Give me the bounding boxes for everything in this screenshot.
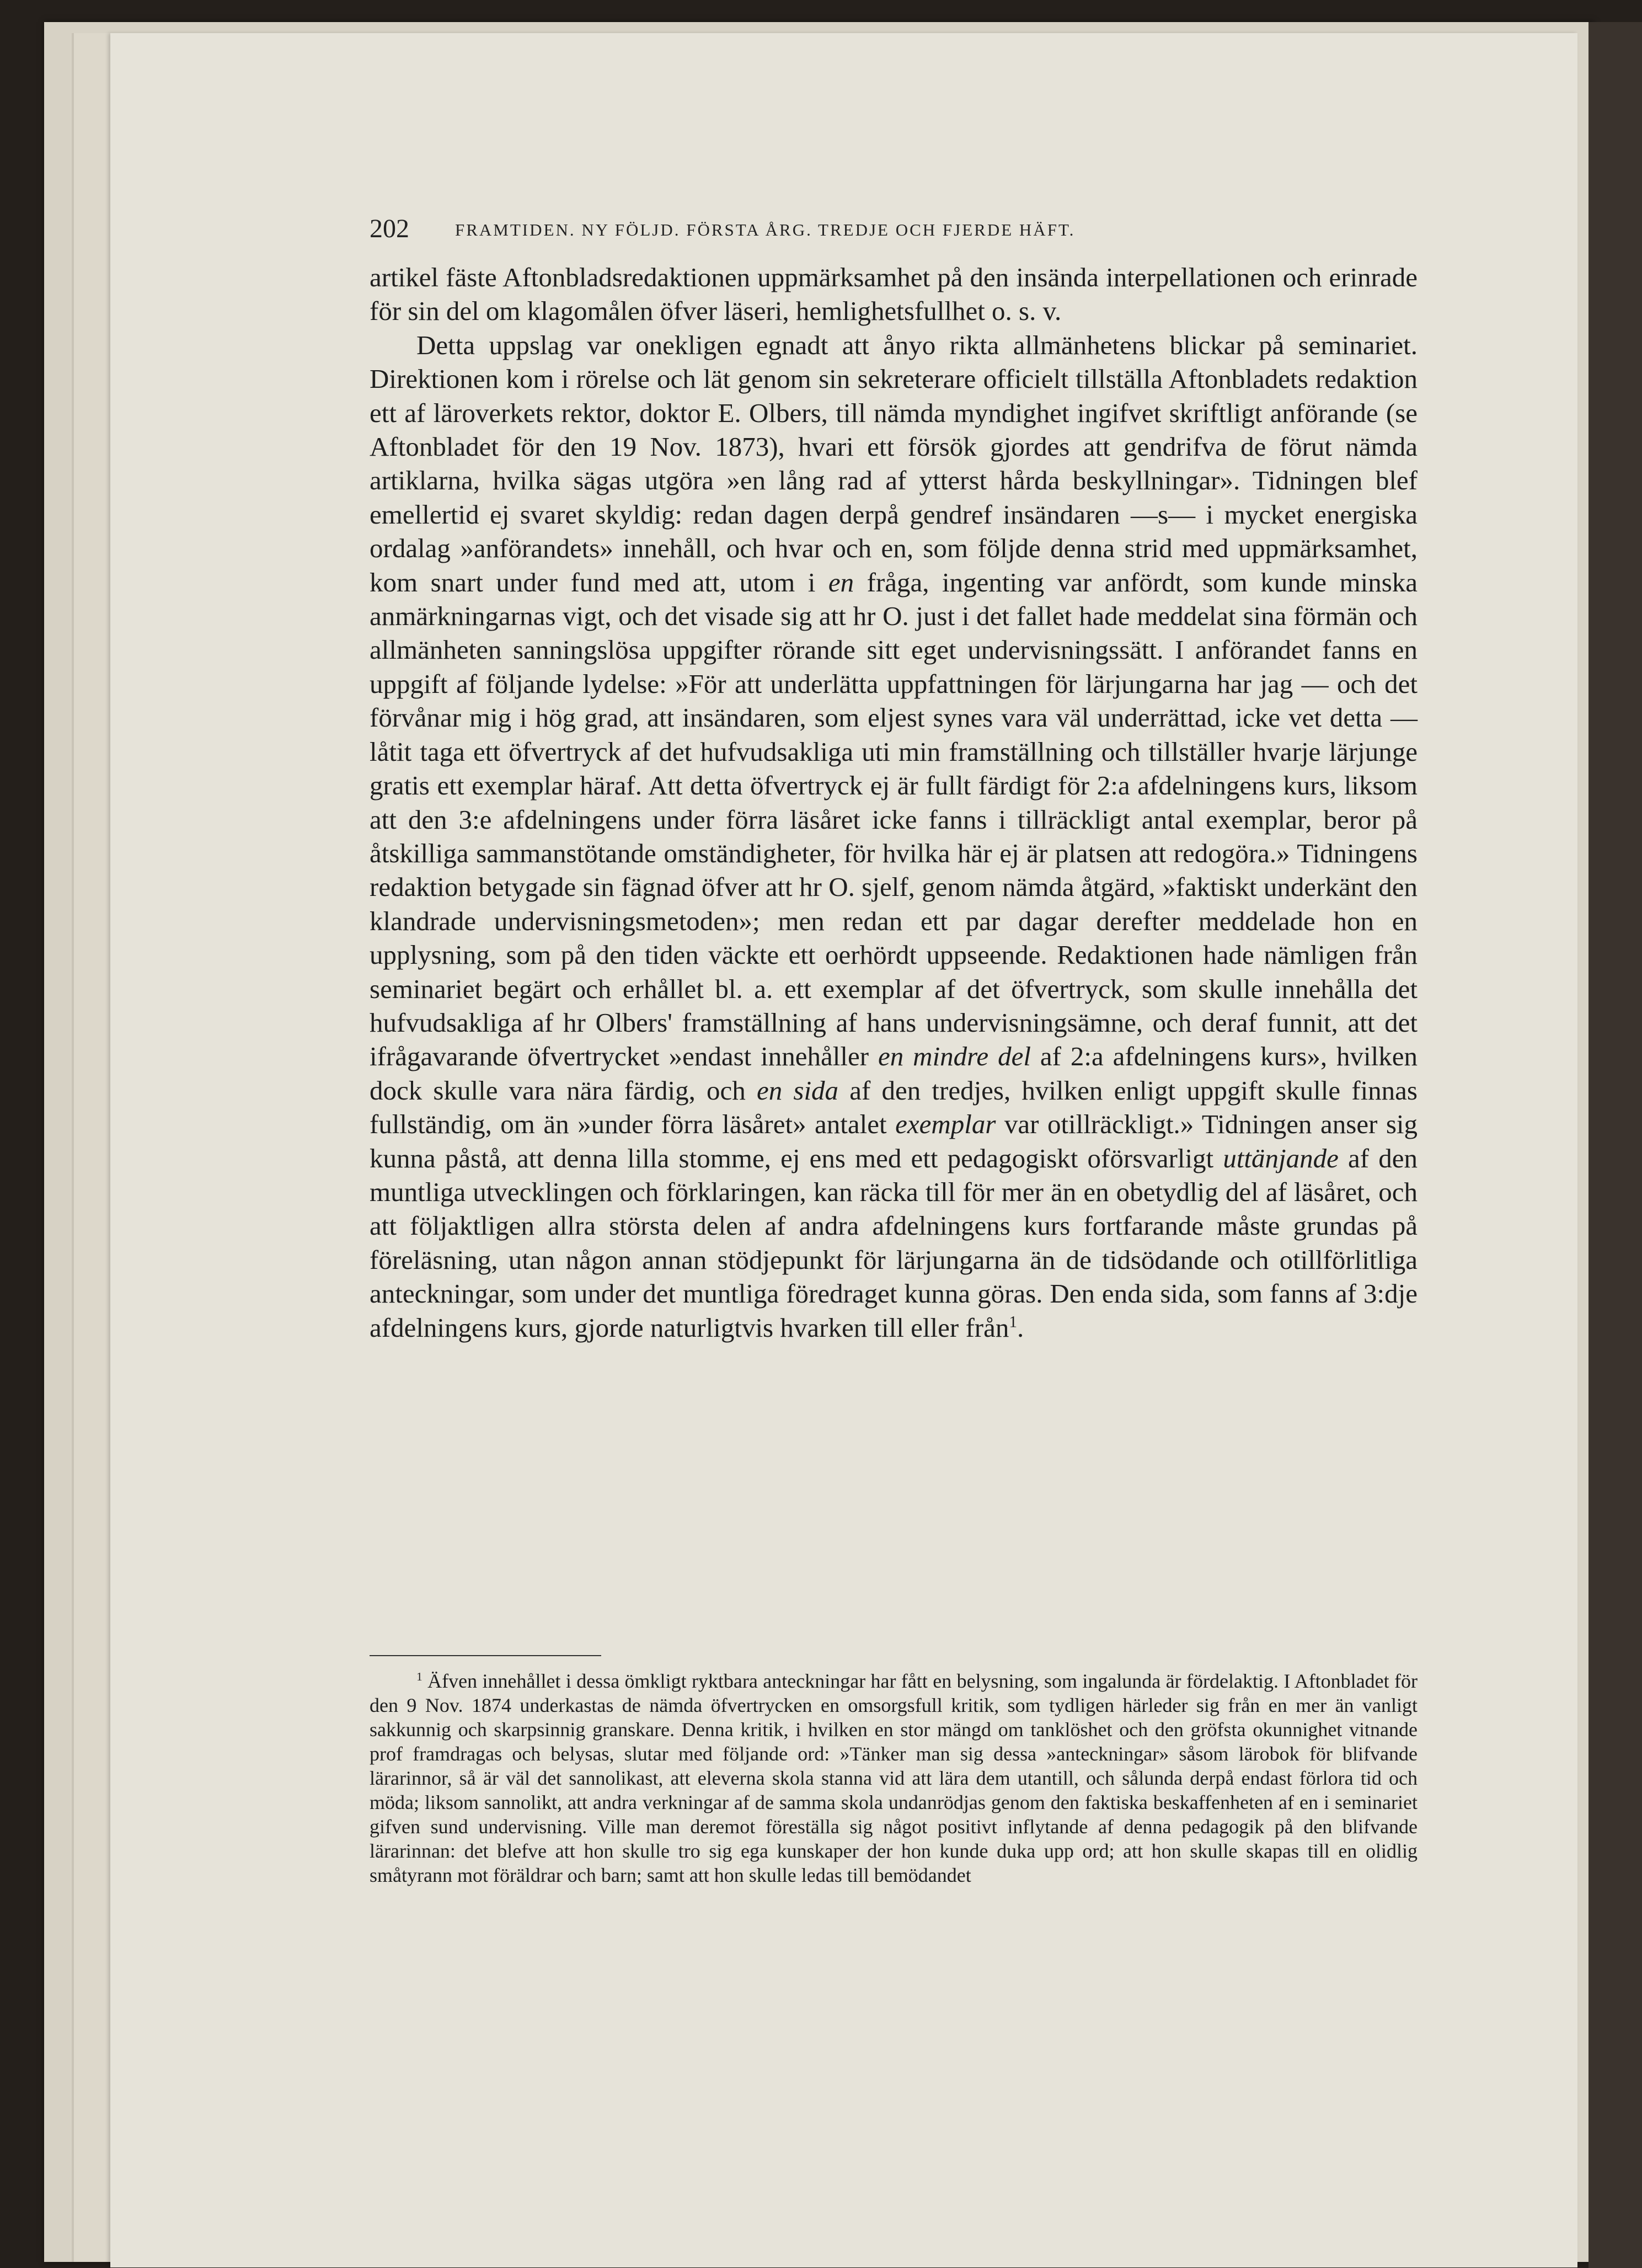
page-number: 202 [370,214,409,243]
running-head: FRAMTIDEN. NY FÖLJD. FÖRSTA ÅRG. TREDJE OCH FJERDE HÄFT. [455,220,1076,239]
body-text [370,260,1418,1344]
footnote-reference[interactable]: 1 [1009,1313,1018,1331]
paragraph-text: artikel fäste Aftonbladsredaktionen uppmärksamhet på den insända interpellationen och erinrade för sin del om klagomålen öfver läseri, hemlighetsfullhet o. s. v. [370,262,1418,327]
emphasis: en [828,567,854,597]
paragraph-text: af den tredjes, hvilken enligt uppgift skulle finnas fullständig, om än »under förra läsåret» antalet [370,1075,1418,1140]
paragraph-text: af den muntliga utvecklingen och förklaringen, kan räcka till för mer än en obetydlig del af läsåret, och att följaktligen allra största delen af andra afdelningens kurs fortfarande måste grundas på föreläsning, utan någon annan stödjepunkt för lärjungarna än de tidsödande och otillförlitliga anteckningar, som under det muntliga föredraget kunna göras. Den enda sida, som fanns af 3:dje afdelningens kurs, gjorde naturligtvis hvarken till eller från [370,1143,1418,1343]
paragraph-text: var otillräckligt.» Tidningen anser sig kunna påstå, att denna lilla stomme, ej ens med ett pedagogiskt oförsvarligt [370,1109,1418,1173]
footnote-text: Äfven innehållet i dessa ömkligt ryktbara anteckningar har fått en belysning, som ingalunda är fördelaktig. I Aftonbladet för den 9 Nov. 1874 underkastas de nämda öfvertrycken en omsorgsfull kritik, som tydligen härleder sig från en mer än vanligt sakkunnig och skarpsinnig granskare. Denna kritik, i hvilken en stor mängd om tanklöshet och den gröfsta okunnighet vitnande prof framdragas och belysas, slutar med följande ord: »Tänker man sig dessa »anteckningar» såsom lärobok för blifvande lärarinnor, så är väl det sannolikast, att eleverna skola stanna vid att lära dem utantill, och sålunda derpå endast förlora tid och möda; liksom sannolikt, att andra verkningar af de samma skola undanrödjas genom den faktiska beskaffenheten af en i seminariet gifven sund undervisning. Ville man deremot föreställa sig något positivt inflytande af denna pedagogik på den blifvande lärarinnan: det blefve att hon skulle tro sig ega kunskaper der hon kunde duka upp ord; att hon skulle skapas till en olidlig småtyrann mot föräldrar och barn; samt att hon skulle ledas till bemödandet [370,1670,1418,1886]
emphasis: en mindre del [878,1041,1031,1072]
footnote-marker: 1 [416,1670,422,1683]
paragraph [370,328,1418,1344]
emphasis: en sida [756,1075,839,1106]
emphasis: uttänjande [1223,1143,1339,1173]
paragraph-text: af 2:a afdelningens kurs», hvilken dock skulle vara nära färdig, och [370,1041,1418,1106]
page-header [370,212,1406,246]
binding-strip [1588,22,1642,2268]
paragraph-text: fråga, ingenting var anfördt, som kunde minska anmärkningarnas vigt, och det visade sig att hr O. just i det fallet hade meddelat sina förmän och allmänheten sanningslösa uppgifter rörande sitt eget undervisningssätt. I anförandet fanns en uppgift af följande lydelse: »För att underlätta uppfattningen för lärjungarna har jag — och det förvånar mig i hög grad, att insändaren, som eljest synes vara väl underrättad, icke vet detta — låtit taga ett öfvertryck af det hufvudsakliga uti min framställning och tillställer hvarje lärjunge gratis ett exemplar häraf. Att detta öfvertryck ej är fullt färdigt för 2:a afdelningens kurs, liksom att den 3:e afdelningens under förra läsåret icke fanns i tillräckligt antal exemplar, beror på åtskilliga sammanstötande omständigheter, för hvilka här ej är platsen att redogöra.» Tidningens redaktion betygade sin fägnad öfver att hr O. sjelf, genom nämda åtgärd, »faktiskt underkänt den klandrade undervisningsmetoden»; men redan ett par dagar derefter meddelade hon en upplysning, som på den tiden väckte ett oerhördt uppseende. Redaktionen hade nämligen från seminariet begärt och erhållet bl. a. ett exemplar af det öfvertryck, som skulle innehålla det hufvudsakliga af hr Olbers' framställning af hans undervisningsämne, och deraf funnit, att det ifrågavarande öfvertrycket »endast innehåller [370,567,1418,1072]
paragraph-end: . [1017,1312,1024,1343]
footnote [370,1669,1418,1887]
footnote-rule [370,1655,601,1656]
emphasis: exemplar [895,1109,996,1140]
paragraph-text: Detta uppslag var onekligen egnadt att ånyo rikta allmänhetens blickar på seminariet. Direktionen kom i rörelse och lät genom sin sekreterare officielt tillställa Aftonbladets redaktion ett af läroverkets rektor, doktor E. Olbers, till nämda myndighet ingifvet skriftligt anförande (se Aftonbladet för den 19 Nov. 1873), hvari ett försök gjordes att gendrifva de förut nämda artiklarna, hvilka sägas utgöra »en lång rad af ytterst hårda beskyllningar». Tidningen blef emellertid ej svaret skyldig: redan dagen derpå gendref insändaren —s— i mycket energiska ordalag »anförandets» innehåll, och hvar och en, som följde denna strid med uppmärksamhet, kom snart under fund med att, utom i [370,329,1418,597]
paragraph [370,260,1418,328]
